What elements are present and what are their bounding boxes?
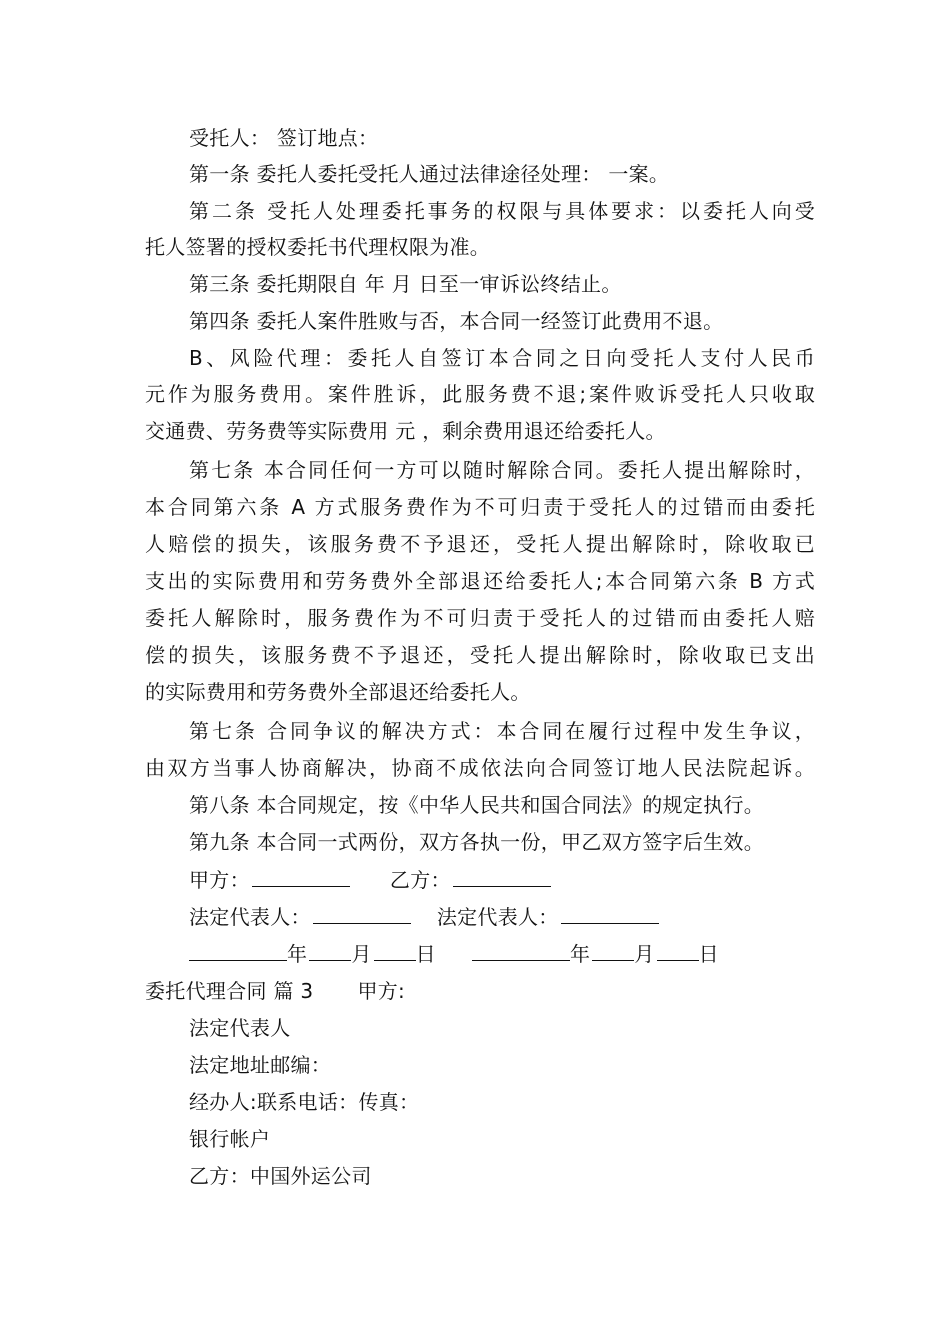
article-9: 第九条 本合同一式两份，双方各执一份，甲乙双方签字后生效。 [189, 830, 765, 854]
date-a-month-blank [309, 938, 351, 961]
date-b-month: 月 [634, 942, 655, 966]
section-3-party-b: 乙方：中国外运公司 [189, 1164, 372, 1188]
date-a-month: 月 [351, 942, 372, 966]
rep-a-label: 法定代表人： [189, 905, 311, 929]
risk-agency-cont-2: 交通费、劳务费等实际费用 元 ，剩余费用退还给委托人。 [145, 419, 666, 443]
signature-dates-row [189, 936, 815, 972]
text-line: 受托人： 签订地点： [189, 126, 379, 150]
article-4: 第四条 委托人案件胜败与否，本合同一经签订此费用不退。 [189, 309, 724, 333]
section-3-heading-row [145, 973, 815, 1009]
signature-parties-row [189, 862, 815, 898]
section-3-address: 法定地址邮编： [189, 1053, 332, 1077]
rep-b-label: 法定代表人： [436, 905, 559, 929]
date-b-year-blank [472, 938, 570, 961]
party-a-blank [252, 864, 350, 887]
date-b-day: 日 [698, 942, 719, 966]
date-a-day-blank [374, 938, 416, 961]
article-7-cont-2: 人赔偿的损失，该服务费不予退还，受托人提出解除时，除收取已 [145, 532, 815, 556]
rep-b-blank [561, 901, 659, 924]
date-b-month-blank [592, 938, 634, 961]
article-7b-cont: 由双方当事人协商解决，协商不成依法向合同签订地人民法院起诉。 [145, 756, 815, 780]
article-7-cont-3: 支出的实际费用和劳务费外全部退还给委托人;本合同第六条 B 方式 [145, 569, 815, 593]
article-7: 第七条 本合同任何一方可以随时解除合同。委托人提出解除时， [189, 458, 815, 482]
article-1: 第一条 委托人委托受托人通过法律途径处理： 一案。 [189, 162, 670, 186]
date-a-year-blank [189, 938, 287, 961]
risk-agency-cont-1: 元作为服务费用。案件胜诉，此服务费不退;案件败诉受托人只收取 [145, 382, 815, 406]
article-2-cont: 托人签署的授权委托书代理权限为准。 [145, 235, 491, 259]
date-a-day: 日 [415, 942, 436, 966]
party-a-label: 甲方： [189, 868, 250, 892]
section-3-agent: 经办人:联系电话：传真： [189, 1090, 420, 1114]
rep-a-blank [313, 901, 411, 924]
article-3: 第三条 委托期限自 年 月 日至一审诉讼终结止。 [189, 272, 622, 296]
article-8: 第八条 本合同规定，按《中华人民共和国合同法》的规定执行。 [189, 793, 765, 817]
date-a-year: 年 [287, 942, 308, 966]
article-7b: 第七条 合同争议的解决方式：本合同在履行过程中发生争议， [189, 719, 815, 743]
article-7-cont-1: 本合同第六条 A 方式服务费作为不可归责于受托人的过错而由委托 [145, 495, 815, 519]
signature-reps-row [189, 899, 815, 935]
date-b-day-blank [657, 938, 699, 961]
section-3-rep: 法定代表人 [189, 1016, 291, 1040]
section-3-title: 委托代理合同 篇 3 [145, 979, 314, 1003]
article-7-cont-5: 偿的损失，该服务费不予退还，受托人提出解除时，除收取已支出 [145, 643, 815, 667]
date-b-year: 年 [569, 942, 591, 966]
risk-agency: B、风险代理：委托人自签订本合同之日向受托人支付人民币 [189, 346, 815, 370]
article-7-cont-6: 的实际费用和劳务费外全部退还给委托人。 [145, 680, 531, 704]
party-b-label: 乙方： [389, 868, 451, 892]
section-3-bank: 银行帐户 [189, 1127, 271, 1151]
party-b-blank [453, 864, 551, 887]
article-2: 第二条 受托人处理委托事务的权限与具体要求：以委托人向受 [189, 199, 815, 223]
article-7-cont-4: 委托人解除时，服务费作为不可归责于受托人的过错而由委托人赔 [145, 606, 815, 630]
section-3-party-a: 甲方: [357, 979, 406, 1003]
